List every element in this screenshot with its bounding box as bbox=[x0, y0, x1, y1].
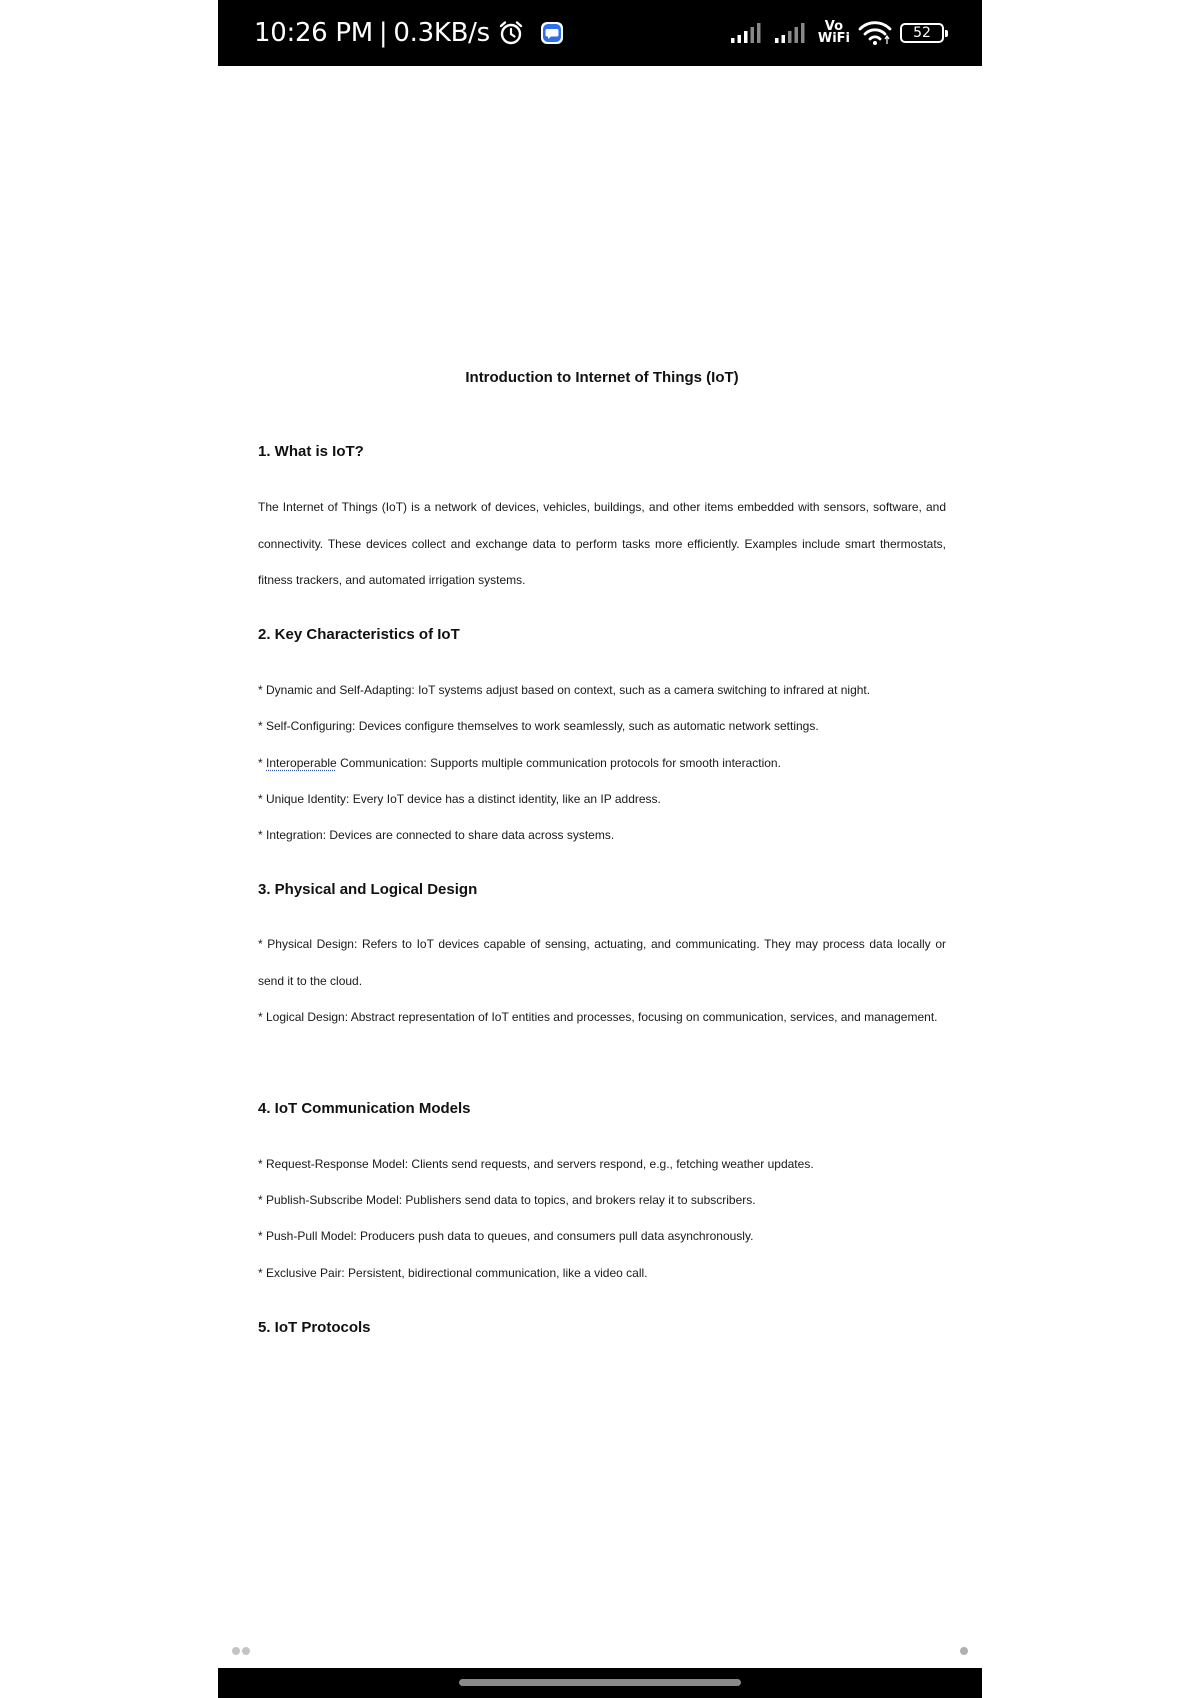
list-item: * Dynamic and Self-Adapting: IoT systems adjust based on context, such as a camera switching to infrared at night. bbox=[258, 683, 871, 697]
home-indicator[interactable] bbox=[459, 1679, 741, 1686]
list-item: * Self-Configuring: Devices configure themselves to work seamlessly, such as automatic network settings. bbox=[258, 719, 819, 733]
spellcheck-highlight[interactable]: Interoperable bbox=[266, 756, 337, 770]
cellular-signal-icon bbox=[730, 22, 766, 44]
cellular-signal-icon-sim2 bbox=[774, 22, 810, 44]
section-heading-what-is-iot: 1. What is IoT? bbox=[258, 443, 364, 460]
vowifi-line2: WiFi bbox=[817, 31, 850, 46]
battery-level: 52 bbox=[913, 25, 931, 41]
section-heading-iot-protocols: 5. IoT Protocols bbox=[258, 1319, 371, 1336]
list-item: * Logical Design: Abstract representation of IoT entities and processes, focusing on communication, services, and management. bbox=[258, 1010, 938, 1024]
status-bar bbox=[218, 0, 982, 66]
vowifi-line1: Vo bbox=[824, 19, 844, 34]
list-item-rest: Communication: Supports multiple communication protocols for smooth interaction. bbox=[336, 756, 781, 770]
scroll-position-dots bbox=[232, 1647, 250, 1655]
section-heading-physical-logical-design: 3. Physical and Logical Design bbox=[258, 881, 478, 898]
wifi-icon bbox=[858, 20, 892, 46]
section-heading-key-characteristics: 2. Key Characteristics of IoT bbox=[258, 626, 460, 643]
list-item: * Publish-Subscribe Model: Publishers send data to topics, and brokers relay it to subscribers. bbox=[258, 1193, 756, 1207]
message-app-icon bbox=[540, 21, 564, 45]
network-speed: 0.3KB/s bbox=[393, 18, 490, 48]
document-title: Introduction to Internet of Things (IoT) bbox=[465, 369, 739, 386]
list-item bbox=[258, 756, 946, 770]
section-heading-communication-models: 4. IoT Communication Models bbox=[258, 1100, 471, 1117]
list-item: * Unique Identity: Every IoT device has a distinct identity, like an IP address. bbox=[258, 792, 661, 806]
list-item: * Physical Design: Refers to IoT devices capable of sensing, actuating, and communicating. They may process data locally or send it to the cloud. bbox=[258, 937, 946, 988]
list-item: * Push-Pull Model: Producers push data to queues, and consumers pull data asynchronously. bbox=[258, 1229, 754, 1243]
status-right bbox=[730, 0, 944, 66]
scroll-dot bbox=[232, 1647, 240, 1655]
navigation-bar bbox=[218, 1668, 982, 1698]
section-paragraph-what-is-iot: The Internet of Things (IoT) is a network of devices, vehicles, buildings, and other items embedded with sensors, software, and connectivity. These devices collect and exchange data to perform tasks more efficiently. Examples include smart thermostats, fitness trackers, and automated irrigation systems. bbox=[258, 500, 946, 587]
list-item: * Request-Response Model: Clients send requests, and servers respond, e.g., fetching weather updates. bbox=[258, 1157, 814, 1171]
battery-icon bbox=[900, 23, 944, 43]
scroll-dot bbox=[242, 1647, 250, 1655]
page-scroll-indicator[interactable] bbox=[232, 1645, 968, 1657]
scroll-end-dot bbox=[960, 1647, 968, 1655]
list-item: * Integration: Devices are connected to share data across systems. bbox=[258, 828, 615, 842]
status-left bbox=[254, 0, 564, 66]
vowifi-indicator bbox=[818, 21, 850, 45]
list-item-prefix: * bbox=[258, 756, 267, 770]
list-item: * Exclusive Pair: Persistent, bidirectional communication, like a video call. bbox=[258, 1266, 648, 1280]
alarm-clock-icon bbox=[498, 20, 524, 46]
status-separator: | bbox=[378, 18, 388, 48]
phone-screen bbox=[218, 0, 982, 1698]
status-time: 10:26 PM bbox=[254, 18, 373, 48]
